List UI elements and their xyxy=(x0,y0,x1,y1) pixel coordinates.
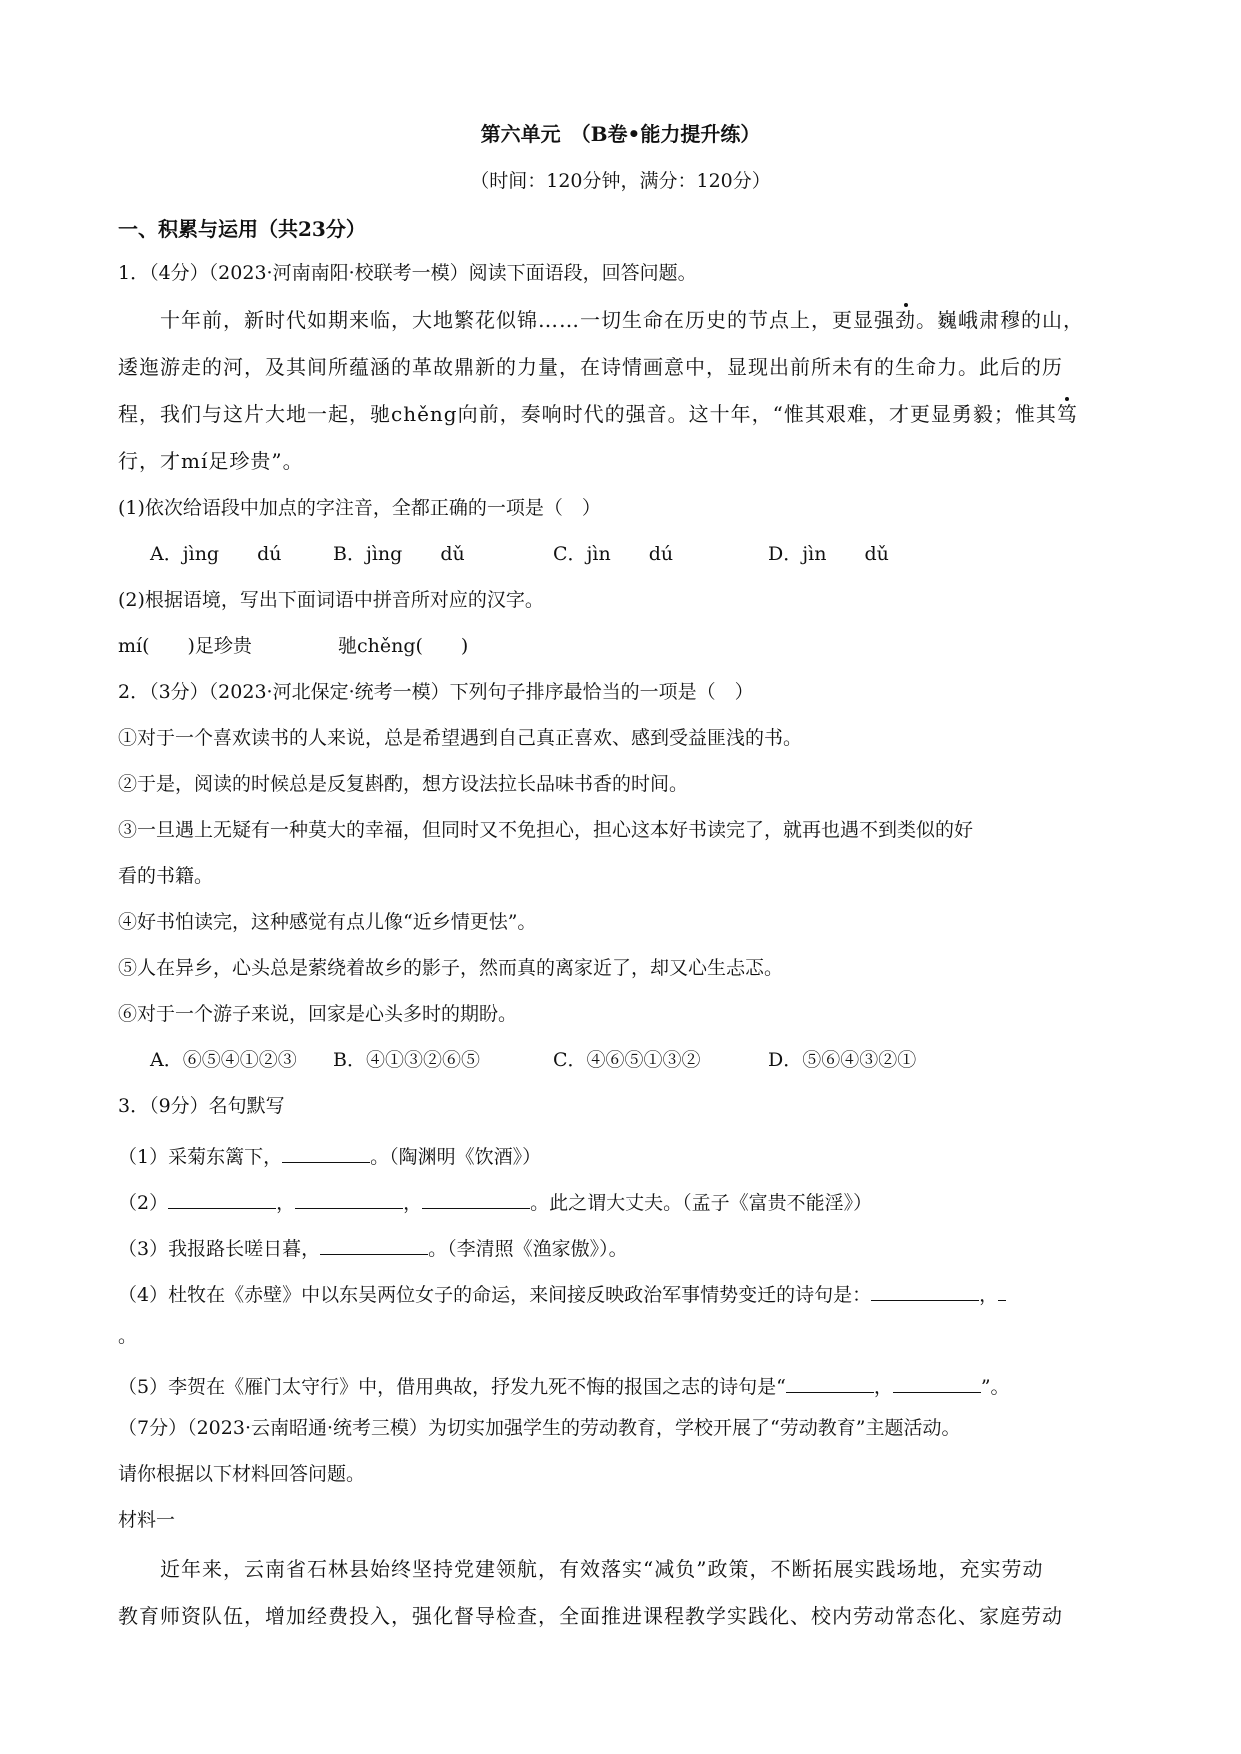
item-text: （1）采菊东篱下， xyxy=(118,1146,283,1168)
sentence-3-continued: 看的书籍。 xyxy=(118,865,214,887)
sentence-6: ⑥对于一个游子来说，回家是心头多时的期盼。 xyxy=(118,1003,518,1025)
page-subtitle: （时间：120分钟，满分：120分） xyxy=(470,170,771,192)
dotted-character: 劲 xyxy=(895,308,916,332)
option-d: D．⑤⑥④③②① xyxy=(768,1049,917,1071)
answer-blank[interactable] xyxy=(295,1189,403,1209)
sentence-3: ③一旦遇上无疑有一种莫大的幸福，但同时又不免担心，担心这本好书读完了，就再也遇不到类似的好 xyxy=(118,819,974,841)
recitation-item-2 xyxy=(118,1189,872,1213)
question-2-stem: 2．（3分）（2023·河北保定·统考一模）下列句子排序最恰当的一项是（ ） xyxy=(118,681,754,703)
option-a: A．⑥⑤④①②③ xyxy=(150,1049,297,1071)
item-text: 。（李清照《渔家傲》）。 xyxy=(428,1238,628,1260)
answer-blank[interactable] xyxy=(168,1189,276,1209)
option-c: C．jìn dú xyxy=(553,543,674,565)
dotted-character: 笃 xyxy=(1056,402,1078,426)
passage-line-3 xyxy=(118,404,1078,424)
passage-line-2: 逶迤游走的河，及其间所蕴涵的革故鼎新的力量，在诗情画意中，显现出前所未有的生命力。此后的历 xyxy=(118,355,1063,379)
item-text: ”。 xyxy=(980,1376,1010,1398)
answer-blank[interactable] xyxy=(998,1281,1006,1301)
item-text: （5）李贺在《雁门太守行》中，借用典故，抒发九死不悔的报国之志的诗句是“ xyxy=(118,1376,786,1398)
question-4-stem-continued: 请你根据以下材料回答问题。 xyxy=(118,1463,366,1485)
sub-question-1: (1)依次给语段中加点的字注音，全都正确的一项是（ ） xyxy=(118,497,601,519)
recitation-item-4 xyxy=(118,1281,1006,1305)
sentence-5: ⑤人在异乡，心头总是萦绕着故乡的影子，然而真的离家近了，却又心生忐忑。 xyxy=(118,957,784,979)
item-text: （3）我报路长嗟日暮， xyxy=(118,1238,321,1260)
passage-text: 程，我们与这片大地一起，驰chěng向前，奏响时代的强音。这十年，“惟其艰难，才更显勇毅；惟其 xyxy=(118,402,1057,426)
answer-blank[interactable] xyxy=(893,1373,981,1393)
passage-text: 。巍峨肃穆的山， xyxy=(916,308,1084,332)
item-text: （4）杜牧在《赤壁》中以东吴两位女子的命运，来间接反映政治军事情势变迁的诗句是： xyxy=(118,1284,872,1306)
q2-options xyxy=(0,1051,1241,1075)
section-heading: 一、积累与运用（共23分） xyxy=(118,217,366,241)
item-text: ， xyxy=(873,1376,893,1398)
item-text: ， xyxy=(403,1192,423,1214)
item-text: （2） xyxy=(118,1192,169,1214)
page-title: 第六单元 （B卷•能力提升练） xyxy=(480,122,761,146)
recitation-item-1 xyxy=(118,1143,541,1167)
answer-blank[interactable] xyxy=(422,1189,530,1209)
sentence-1: ①对于一个喜欢读书的人来说，总是希望遇到自己真正喜欢、感到受益匪浅的书。 xyxy=(118,727,803,749)
sub-question-2: (2)根据语境，写出下面词语中拼音所对应的汉字。 xyxy=(118,589,544,611)
sub1-options xyxy=(0,545,1241,569)
option-d: D．jìn dǔ xyxy=(768,543,889,565)
answer-blank[interactable] xyxy=(786,1373,874,1393)
sentence-4: ④好书怕读完，这种感觉有点儿像“近乡情更怯”。 xyxy=(118,911,537,933)
recitation-item-3 xyxy=(118,1235,628,1259)
option-b: B．jìng dǔ xyxy=(333,543,465,565)
passage-text: 十年前，新时代如期来临，大地繁花似锦……一切生命在历史的节点上，更显强 xyxy=(160,308,895,332)
material-line-2: 教育师资队伍，增加经费投入，强化督导检查，全面推进课程教学实践化、校内劳动常态化、家庭劳动 xyxy=(118,1604,1063,1628)
answer-blank[interactable] xyxy=(871,1281,979,1301)
option-a: A．jìng dú xyxy=(150,543,282,565)
item-text: 。此之谓大丈夫。（孟子《富贵不能淫》） xyxy=(530,1192,873,1214)
sub2-blanks xyxy=(0,637,1241,661)
sentence-2: ②于是，阅读的时候总是反复斟酌，想方设法拉长品味书香的时间。 xyxy=(118,773,689,795)
item-text: ， xyxy=(979,1284,999,1306)
question-4-stem: （7分）（2023·云南昭通·统考三模）为切实加强学生的劳动教育，学校开展了“劳动教育”主题活动。 xyxy=(118,1417,961,1439)
passage-line-1 xyxy=(160,310,1084,330)
recitation-item-4-end: 。 xyxy=(118,1325,138,1347)
option-b: B．④①③②⑥⑤ xyxy=(333,1049,480,1071)
option-c: C．④⑥⑤①③② xyxy=(553,1049,701,1071)
material-line-1: 近年来，云南省石林县始终坚持党建领航，有效落实“减负”政策，不断拓展实践场地，充实劳动 xyxy=(160,1557,1044,1581)
question-1-stem: 1．（4分）（2023·河南南阳·校联考一模）阅读下面语段，回答问题。 xyxy=(118,262,697,284)
material-label: 材料一 xyxy=(118,1509,176,1531)
answer-blank[interactable] xyxy=(320,1235,428,1255)
item-text: 。（陶渊明《饮酒》） xyxy=(370,1146,542,1168)
item-text: ， xyxy=(276,1192,296,1214)
passage-line-4: 行，才mí足珍贵”。 xyxy=(118,449,304,473)
fill-blank-mi: mí( )足珍贵 xyxy=(118,635,252,657)
question-3-stem: 3．（9分）名句默写 xyxy=(118,1095,285,1117)
answer-blank[interactable] xyxy=(282,1143,370,1163)
fill-blank-cheng: 驰chěng( ) xyxy=(338,635,469,657)
recitation-item-5 xyxy=(118,1373,1010,1397)
